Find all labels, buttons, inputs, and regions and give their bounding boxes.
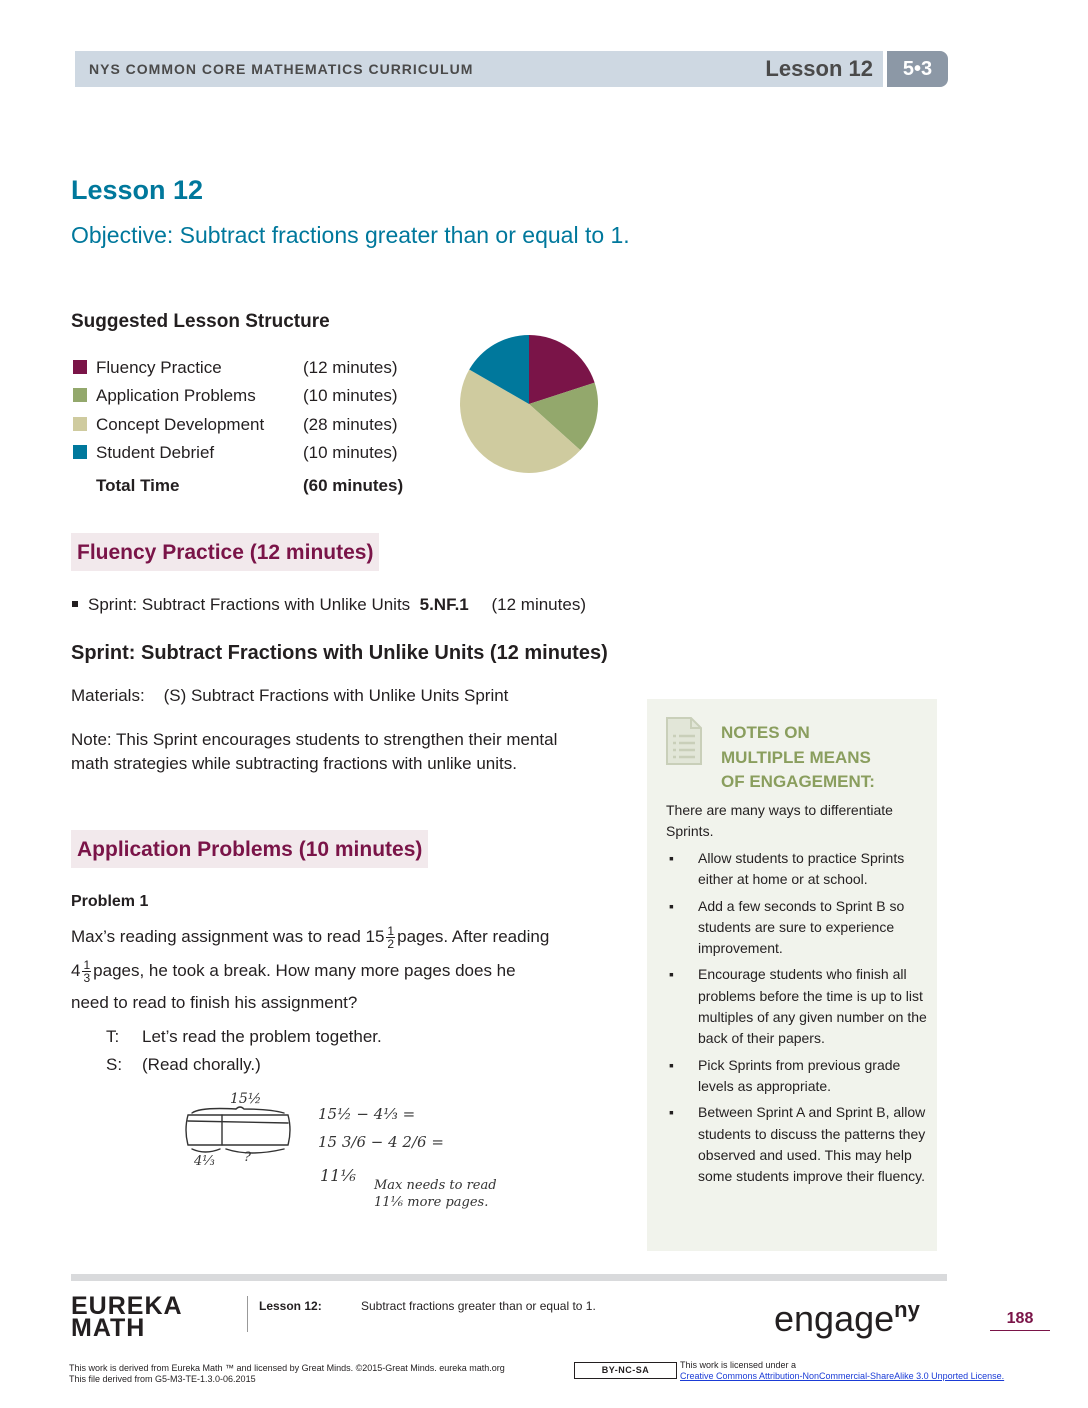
fraction-denominator: 2 — [387, 937, 395, 952]
notes-title-line: MULTIPLE MEANS — [721, 747, 871, 767]
logo-line: EUREKA — [71, 1292, 183, 1320]
dialogue-student — [106, 1055, 261, 1075]
tape-inner-line — [188, 1121, 288, 1123]
notes-box — [647, 699, 937, 1251]
work-answer-line-1: Max needs to read — [374, 1178, 497, 1193]
problem-text: pages. After reading — [397, 927, 550, 946]
dialogue-speaker: S: — [106, 1055, 123, 1074]
notes-list-item: ▪ Encourage students who finish all problems before the time is up to list multiples of any given number on the back of their papers. — [666, 964, 928, 1049]
sprint-materials: Materials: (S) Subtract Fractions with Unlike Units Sprint — [71, 686, 509, 705]
notes-list-item: ▪ Between Sprint A and Sprint B, allow students to discuss the patterns they observed and used. This may help some students improve their fluency. — [666, 1102, 928, 1187]
header-lesson: Lesson 12 — [765, 56, 873, 81]
legend-swatch — [73, 360, 87, 374]
fraction-numerator: 1 — [83, 958, 91, 973]
derived-notice — [69, 1363, 505, 1385]
structure-minutes: (12 minutes) — [303, 358, 398, 377]
problem-line-3: need to read to finish his assignment? — [71, 993, 358, 1012]
problem-line-1 — [71, 925, 549, 950]
notes-list-item: ▪ Allow students to practice Sprints either at home or at school. — [666, 848, 928, 891]
notes-intro: There are many ways to differentiate Sprints. — [666, 802, 893, 839]
license-line: This work is licensed under a — [680, 1360, 797, 1370]
legend-swatch — [73, 388, 87, 402]
application-heading: Application Problems (10 minutes) — [71, 830, 428, 868]
bullet-icon — [72, 601, 78, 607]
lesson-structure-pie-chart — [458, 333, 600, 475]
footer-rule — [71, 1274, 947, 1281]
brace-bottom-left — [192, 1149, 220, 1152]
tape-label-part: 4⅓ — [194, 1154, 215, 1169]
problem-line-2 — [71, 959, 516, 984]
footer-lesson: Lesson 12: — [259, 1299, 322, 1313]
problem-heading: Problem 1 — [71, 893, 149, 910]
sprint-note: Note: This Sprint encourages students to strengthen their mental math strategies while subtracting fractions with unlike units. — [71, 730, 558, 773]
structure-minutes: (28 minutes) — [303, 415, 398, 434]
brace-top — [192, 1109, 236, 1114]
footer-divider — [247, 1296, 248, 1332]
problem-text: pages, he took a break. How many more pages does he — [93, 961, 516, 980]
document-icon — [665, 716, 703, 766]
structure-row-debrief — [73, 443, 398, 469]
fraction — [82, 959, 91, 984]
dialogue-text: Let’s read the problem together. — [142, 1027, 382, 1046]
page-number: 188 — [990, 1310, 1050, 1331]
structure-label: Fluency Practice — [96, 358, 222, 377]
structure-row-concept — [73, 415, 398, 441]
grade-module-badge: 5•3 — [887, 51, 948, 87]
tape-label-total: 15½ — [230, 1091, 262, 1107]
fluency-bullet — [72, 595, 586, 615]
license-link[interactable]: Creative Commons Attribution-NonCommercial-ShareAlike 3.0 Unported License. — [680, 1371, 1005, 1381]
logo-line: MATH — [71, 1314, 146, 1342]
structure-row-application — [73, 386, 398, 412]
total-time-minutes: (60 minutes) — [303, 476, 404, 495]
total-time-label: Total Time — [96, 476, 180, 495]
logo-text: ny — [894, 1297, 920, 1322]
license-notice — [680, 1360, 1004, 1382]
problem-text: 4 — [71, 961, 81, 980]
derived-line: This file derived from G5-M3-TE-1.3.0-06.2015 — [69, 1374, 256, 1384]
engageny-logo — [774, 1297, 920, 1340]
notes-title-line: OF ENGAGEMENT: — [721, 772, 875, 791]
sprint-heading: Sprint: Subtract Fractions with Unlike Units (12 minutes) — [71, 642, 608, 664]
structure-minutes: (10 minutes) — [303, 443, 398, 462]
lesson-title: Lesson 12 — [71, 175, 204, 205]
structure-label: Application Problems — [96, 386, 256, 405]
cc-license-badge: BY-NC-SA — [574, 1362, 677, 1379]
structure-minutes: (10 minutes) — [303, 386, 398, 405]
structure-label: Student Debrief — [96, 443, 215, 462]
notes-list — [666, 848, 928, 1192]
notes-title — [721, 721, 875, 795]
logo-text: engage — [774, 1298, 895, 1339]
fraction-numerator: 1 — [387, 924, 395, 939]
fluency-heading: Fluency Practice (12 minutes) — [71, 533, 379, 571]
fraction — [386, 925, 395, 950]
brace-top-right — [236, 1107, 284, 1113]
legend-swatch — [73, 445, 87, 459]
dialogue-teacher — [106, 1027, 382, 1047]
fluency-standard: 5.NF.1 — [419, 595, 469, 614]
brace-bottom-right — [226, 1149, 284, 1153]
structure-row-fluency — [73, 358, 398, 384]
curriculum-title: NYS COMMON CORE MATHEMATICS CURRICULUM — [89, 61, 474, 77]
legend-swatch — [73, 417, 87, 431]
eureka-math-logo — [71, 1292, 183, 1342]
work-answer-line-2: 11⅙ more pages. — [374, 1195, 489, 1210]
problem-text: Max’s reading assignment was to read 15 — [71, 927, 385, 946]
structure-heading: Suggested Lesson Structure — [71, 311, 330, 332]
dialogue-text: (Read chorally.) — [142, 1055, 261, 1074]
work-equation-2: 15 3/6 − 4 2/6 = — [318, 1133, 444, 1151]
lesson-objective: Objective: Subtract fractions greater than or equal to 1. — [71, 222, 630, 248]
work-equation-1: 15½ − 4⅓ = — [318, 1105, 416, 1123]
footer-objective: Subtract fractions greater than or equal to 1. — [361, 1299, 596, 1313]
structure-label: Concept Development — [96, 415, 265, 434]
fluency-bullet-minutes: (12 minutes) — [491, 595, 586, 614]
notes-title-line: NOTES ON — [721, 723, 810, 742]
work-result: 11⅙ — [320, 1166, 356, 1185]
fraction-denominator: 3 — [83, 971, 91, 986]
notes-list-item: ▪ Add a few seconds to Sprint B so students are sure to experience improvement. — [666, 896, 928, 960]
fluency-bullet-text: Sprint: Subtract Fractions with Unlike Units — [88, 595, 411, 614]
derived-line: This work is derived from Eureka Math ™ and licensed by Great Minds. ©2015-Great Minds. eureka math.org — [69, 1363, 505, 1373]
header-bar — [75, 51, 883, 87]
student-work-sketch — [180, 1085, 520, 1215]
tape-label-unknown: ? — [244, 1150, 251, 1165]
dialogue-speaker: T: — [106, 1027, 120, 1046]
tape-bar — [186, 1115, 290, 1145]
notes-list-item: ▪ Pick Sprints from previous grade levels as appropriate. — [666, 1055, 928, 1098]
